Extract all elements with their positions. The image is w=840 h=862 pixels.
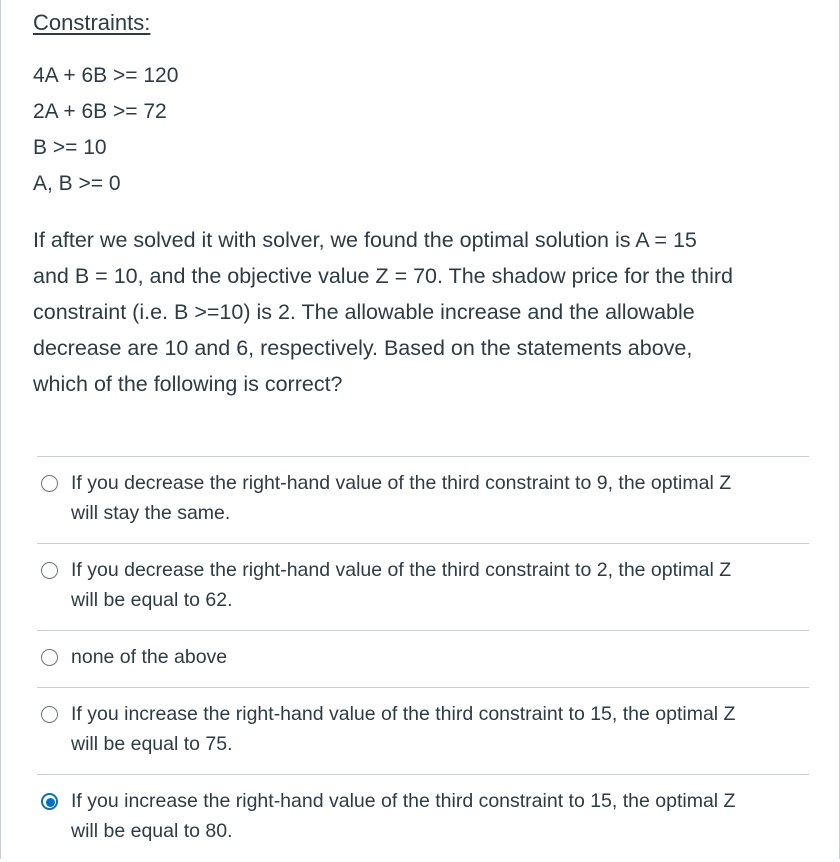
constraint-3: B >= 10 [33,136,107,159]
answer-label [71,642,227,672]
answer-list [37,456,809,862]
answer-line: If you decrease the right-hand value of the third constraint to 9, the optimal Z [71,472,732,494]
answer-line: If you increase the right-hand value of the third constraint to 15, the optimal Z [71,703,736,725]
prompt-line: constraint (i.e. B >=10) is 2. The allowable increase and the allowable [33,300,695,324]
answer-option-2[interactable] [37,544,809,631]
radio-button[interactable] [41,562,58,579]
prompt-line: If after we solved it with solver, we found the optimal solution is A = 15 [33,228,697,252]
answer-line: If you increase the right-hand value of the third constraint to 15, the optimal Z [71,790,736,812]
answer-line: will be equal to 62. [71,589,233,611]
constraints-heading: Constraints: [33,10,151,35]
answer-label [71,555,731,615]
answer-line: none of the above [71,646,228,668]
constraint-1: 4A + 6B >= 120 [33,64,179,87]
answer-label [71,786,735,846]
answer-line: If you decrease the right-hand value of the third constraint to 2, the optimal Z [71,559,732,581]
answer-label [71,468,731,528]
answer-line: will be equal to 75. [71,733,233,755]
answer-option-5[interactable] [37,775,809,862]
answer-option-3[interactable] [37,631,809,688]
answer-option-4[interactable] [37,688,809,775]
constraint-2: 2A + 6B >= 72 [33,100,167,123]
radio-button-selected[interactable] [41,793,58,810]
answer-line: will be equal to 80. [71,820,233,842]
question-prompt [33,222,823,402]
radio-button[interactable] [41,706,58,723]
radio-button[interactable] [41,475,58,492]
answer-line: will stay the same. [71,502,231,524]
radio-button[interactable] [41,649,58,666]
prompt-line: and B = 10, and the objective value Z = 70. The shadow price for the third [33,264,733,288]
constraints-list [33,58,178,202]
prompt-line: which of the following is correct? [33,372,343,396]
answer-option-1[interactable] [37,457,809,544]
answer-label [71,699,735,759]
constraint-4: A, B >= 0 [33,172,121,195]
prompt-line: decrease are 10 and 6, respectively. Based on the statements above, [33,336,693,360]
